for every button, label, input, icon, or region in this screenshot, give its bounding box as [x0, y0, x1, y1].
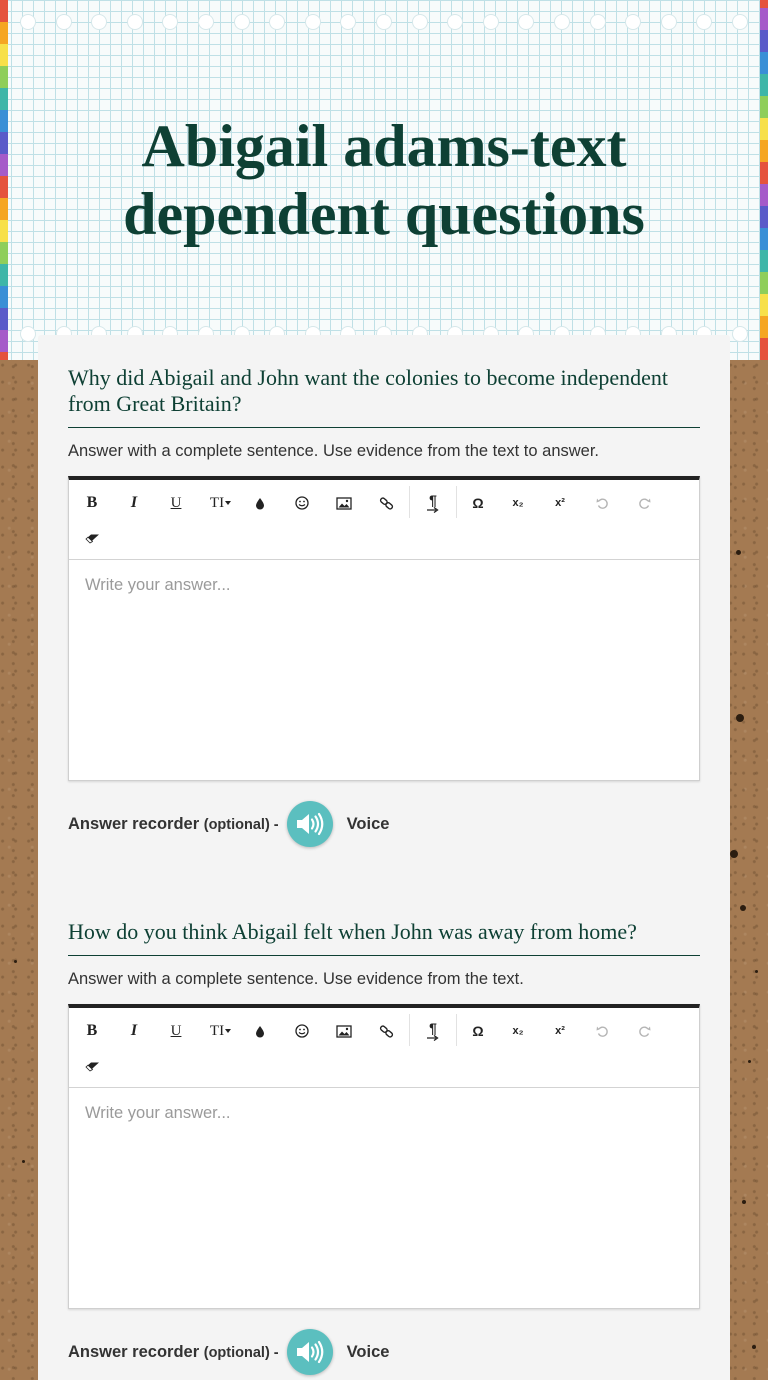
answer-recorder [68, 801, 700, 847]
underline-button[interactable]: U [170, 494, 182, 511]
recorder-optional-text: (optional) - [203, 816, 279, 833]
rich-text-editor [68, 1004, 700, 1309]
question-instructions: Answer with a complete sentence. Use evidence from the text to answer. [68, 442, 600, 460]
subscript-button[interactable]: x₂ [512, 1025, 524, 1037]
image-icon [336, 1025, 352, 1038]
clear-formatting-button[interactable] [77, 524, 107, 554]
text-size-button[interactable] [203, 1016, 239, 1046]
color-button[interactable] [245, 488, 275, 518]
text-size-icon: TI [209, 494, 225, 511]
redo-button[interactable] [629, 1016, 659, 1046]
color-button[interactable] [245, 1016, 275, 1046]
voice-record-button[interactable] [287, 801, 333, 847]
recorder-label-text: Answer recorder [68, 1342, 200, 1361]
rainbow-stripe-left [0, 0, 8, 360]
arrow-right-icon [427, 507, 439, 513]
rich-text-editor [68, 476, 700, 781]
answer-recorder [68, 1329, 700, 1375]
voice-label: Voice [346, 1342, 390, 1361]
paragraph-direction-button[interactable] [418, 488, 448, 518]
redo-icon [638, 497, 651, 510]
voice-label: Voice [346, 814, 390, 833]
undo-icon [596, 1025, 609, 1038]
editor-toolbar [69, 480, 699, 560]
image-button[interactable] [329, 1016, 359, 1046]
clear-formatting-button[interactable] [77, 1052, 107, 1082]
answer-textarea[interactable]: Write your answer... [85, 576, 231, 594]
editor-toolbar [69, 1008, 699, 1088]
speaker-icon [295, 1339, 325, 1365]
answer-textarea[interactable]: Write your answer... [85, 1104, 231, 1122]
special-character-button[interactable]: Ω [472, 495, 484, 511]
caret-down-icon [224, 499, 232, 507]
link-button[interactable] [371, 488, 401, 518]
emoji-button[interactable] [287, 1016, 317, 1046]
toolbar-separator [456, 1014, 457, 1046]
punch-holes-top [20, 14, 748, 32]
text-size-icon: TI [209, 1022, 225, 1039]
recorder-optional-text: (optional) - [203, 1344, 279, 1361]
caret-down-icon [224, 1027, 232, 1035]
undo-icon [596, 497, 609, 510]
paragraph-icon: ¶ [429, 492, 437, 508]
question-title: Why did Abigail and John want the colonies to become independent from Great Britain? [68, 365, 700, 428]
color-drop-icon [255, 497, 265, 510]
question-instructions: Answer with a complete sentence. Use evidence from the text. [68, 970, 524, 988]
recorder-label [68, 1343, 279, 1362]
toolbar-separator [456, 486, 457, 518]
superscript-button[interactable]: x² [555, 497, 565, 509]
image-button[interactable] [329, 488, 359, 518]
emoji-button[interactable] [287, 488, 317, 518]
toolbar-separator [409, 1014, 410, 1046]
smiley-icon [295, 1024, 309, 1038]
underline-button[interactable]: U [170, 1022, 182, 1039]
arrow-right-icon [427, 1035, 439, 1041]
link-button[interactable] [371, 1016, 401, 1046]
redo-button[interactable] [629, 488, 659, 518]
page-title: Abigail adams-text dependent questions [123, 113, 645, 247]
superscript-button[interactable]: x² [555, 1025, 565, 1037]
undo-button[interactable] [587, 488, 617, 518]
paragraph-direction-button[interactable] [418, 1016, 448, 1046]
link-icon [379, 496, 394, 511]
speaker-icon [295, 811, 325, 837]
eraser-icon [85, 534, 100, 544]
italic-button[interactable]: I [130, 494, 138, 511]
recorder-label-text: Answer recorder [68, 814, 200, 833]
question-1 [68, 365, 700, 847]
bold-button[interactable]: B [86, 1022, 98, 1039]
toolbar-separator [409, 486, 410, 518]
undo-button[interactable] [587, 1016, 617, 1046]
eraser-icon [85, 1062, 100, 1072]
question-2 [68, 919, 700, 1375]
bold-button[interactable]: B [86, 494, 98, 511]
link-icon [379, 1024, 394, 1039]
question-title: How do you think Abigail felt when John was away from home? [68, 919, 700, 956]
redo-icon [638, 1025, 651, 1038]
paragraph-icon: ¶ [429, 1020, 437, 1036]
worksheet-card [38, 335, 730, 1380]
voice-record-button[interactable] [287, 1329, 333, 1375]
header-graph-paper [0, 0, 768, 360]
special-character-button[interactable]: Ω [472, 1023, 484, 1039]
text-size-button[interactable] [203, 488, 239, 518]
italic-button[interactable]: I [130, 1022, 138, 1039]
recorder-label [68, 815, 279, 834]
color-drop-icon [255, 1025, 265, 1038]
image-icon [336, 497, 352, 510]
smiley-icon [295, 496, 309, 510]
subscript-button[interactable]: x₂ [512, 497, 524, 509]
rainbow-stripe-right [760, 0, 768, 360]
